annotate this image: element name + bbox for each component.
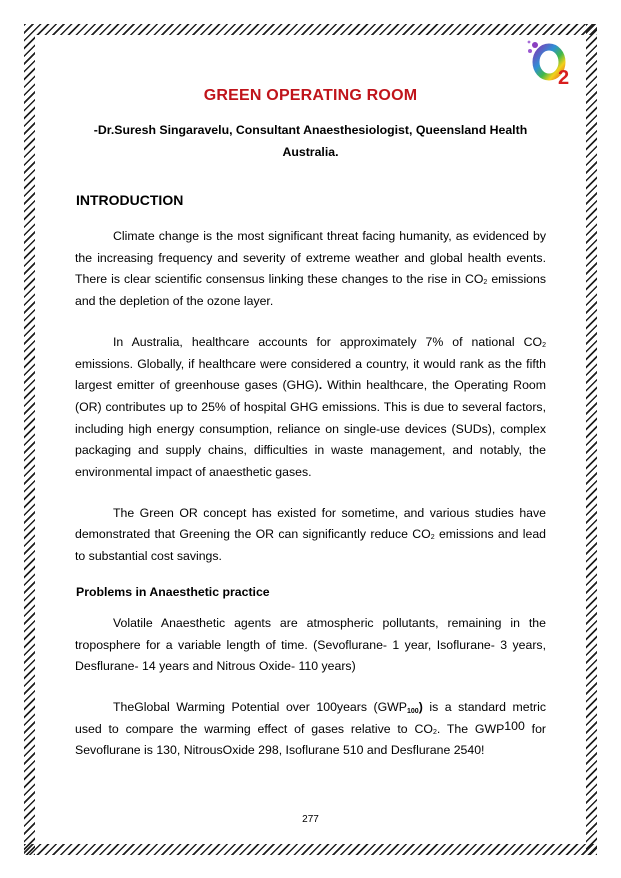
author-byline [75, 119, 546, 163]
author-line-1: -Dr.Suresh Singaravelu, Consultant Anaesthesiologist, Queensland Health [93, 123, 528, 137]
svg-text:2: 2 [558, 67, 570, 89]
problems-heading: Problems in Anaesthetic practice [76, 584, 270, 599]
author-line-2: Australia. [282, 145, 339, 159]
border-bottom [24, 844, 597, 855]
introduction-heading: INTRODUCTION [76, 192, 184, 208]
border-top [24, 24, 597, 35]
paragraph-climate-change: Climate change is the most significant threat facing humanity, as evidenced by the increasing frequency and severity of extreme weather and global health events. There is clear scientific consensus linking these changes to the rise in $CO_2$ emissions and the depletion of the ozone layer. [75, 229, 546, 309]
border-right [586, 24, 597, 855]
page-content [75, 80, 546, 762]
page-number: 277 [302, 814, 319, 825]
paragraph-australia-healthcare: In Australia, healthcare accounts for approximately 7% of national $CO_2$ emissions. Globally, if healthcare were considered a country, it would rank as the fifth largest emitter of greenhouse gases (GHG). Within healthcare, the Operating Room (OR) contributes up to 25% of hospital GHG emissions. This is due to several factors, including high energy consumption, reliance on single-use devices (SUDs), complex packaging and supply chains, difficulties in waste management, and notably, the environmental impact of anaesthetic gases. [75, 334, 546, 480]
paragraph-volatile-agents: Volatile Anaesthetic agents are atmospheric pollutants, remaining in the troposphere for a variable length of time. (Sevoflurane- 1 year, Isoflurane- 3 years, Desflurane- 14 years and Nitrous Oxide- 110 years) [75, 615, 546, 674]
paragraph-gwp: TheGlobal Warming Potential over 100years (GWP100) is a standard metric used to compare the warming effect of gases relative to $CO_2$. The GWP100 for Sevoflurane is 130, NitrousOxide 298, Isoflurane 510 and Desflurane 2540! [75, 699, 546, 758]
page-title: GREEN OPERATING ROOM [203, 87, 418, 104]
paragraph-green-or-concept: The Green OR concept has existed for sometime, and various studies have demonstrated that Greening the OR can significantly reduce $CO_2$ emissions and lead to substantial cost savings. [75, 505, 546, 564]
border-left [24, 24, 35, 855]
